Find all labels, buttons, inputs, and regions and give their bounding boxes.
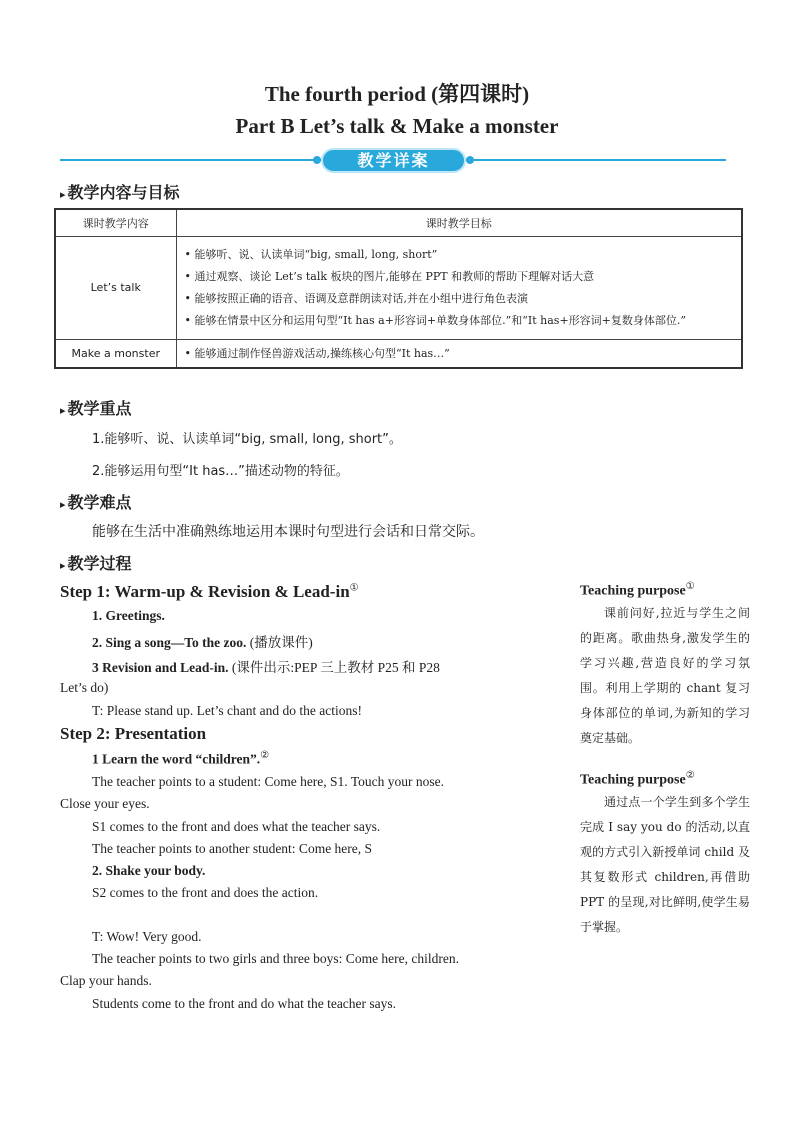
shake-body-line: 2. Shake your body.	[92, 863, 206, 878]
step-1-title: Step 1: Warm-up & Revision & Lead-in①	[60, 582, 359, 601]
goal-item: • 能够按照正确的语音、语调及意群朗读对话,并在小组中进行角色表演	[184, 291, 528, 305]
table-header-row	[55, 209, 742, 236]
goal-item: • 通过观察、谈论 Let’s talk 板块的图片,能够在 PPT 和教师的帮助下理解对话大意	[184, 269, 595, 283]
objectives-table	[54, 208, 743, 369]
lesson-title: Part B Let’s talk & Make a monster	[235, 114, 559, 138]
table-header-goals: 课时教学目标	[176, 209, 742, 236]
presentation-line: S2 comes to the front and does the action.	[92, 885, 319, 900]
footnote-marker: ①	[349, 582, 359, 594]
table-cell-content: Let’s talk	[55, 236, 176, 339]
goal-item: • 能够在情景中区分和运用句型“It has a+形容词+单数身体部位.”和“It has+形容词+复数身体部位.”	[184, 313, 686, 327]
triangle-bullet-icon: ▸	[60, 188, 66, 201]
learn-word-line: 1 Learn the word “children”.②	[92, 750, 270, 767]
teaching-purpose-text: 课前问好,拉近与学生之间的距离。歌曲热身,激发学生的学习兴趣,营造良好的学习氛围。利用上学期的 chant 复习身体部位的单词,为新知的学习奠定基础。	[580, 606, 750, 745]
teacher-line: T: Please stand up. Let’s chant and do the actions!	[92, 703, 363, 718]
greetings-line: 1. Greetings.	[92, 608, 165, 623]
triangle-bullet-icon: ▸	[60, 559, 66, 572]
presentation-line: T: Wow! Very good.	[92, 929, 202, 944]
banner-label: 教学详案	[357, 151, 430, 170]
triangle-bullet-icon: ▸	[60, 404, 66, 417]
revision-line: 3 Revision and Lead-in. (课件出示:PEP 三上教材 P25 和 P28	[92, 660, 440, 675]
banner-dot-left	[313, 156, 321, 164]
revision-line-cont: Let’s do)	[60, 680, 109, 695]
triangle-bullet-icon: ▸	[60, 498, 66, 511]
goal-item: • 能够听、说、认读单词“big, small, long, short”	[184, 247, 438, 261]
presentation-line: S1 comes to the front and does what the teacher says.	[92, 819, 381, 834]
footnote-marker: ②	[685, 770, 695, 781]
presentation-line: The teacher points to a student: Come here, S1. Touch your nose.	[92, 774, 444, 789]
presentation-line: Students come to the front and do what the teacher says.	[92, 996, 397, 1011]
table-cell-content: Make a monster	[55, 339, 176, 368]
table-header-content: 课时教学内容	[55, 209, 176, 236]
table-cell-goals	[176, 236, 742, 339]
footnote-marker: ①	[685, 581, 695, 592]
footnote-marker: ②	[260, 750, 270, 761]
presentation-line: Clap your hands.	[60, 973, 152, 988]
teaching-purpose-text: 通过点一个学生到多个学生完成 I say you do 的活动,以直观的方式引入新授单词 child 及其复数形式 children,再借助 PPT 的呈现,对比鲜明,使学生易于掌握。	[580, 795, 750, 934]
presentation-line: The teacher points to another student: Come here, S	[92, 841, 373, 856]
section-heading-key-points: ▸ 教学重点	[60, 399, 132, 418]
key-point-1: 1.能够听、说、认读单词“big, small, long, short”。	[92, 432, 402, 447]
period-title: The fourth period (第四课时)	[264, 82, 530, 106]
table-cell-goals	[176, 339, 742, 368]
teaching-purpose-title: Teaching purpose①	[580, 581, 695, 599]
presentation-line: Close your eyes.	[60, 796, 150, 811]
difficulty-text: 能够在生活中准确熟练地运用本课时句型进行会话和日常交际。	[92, 524, 484, 540]
presentation-line: The teacher points to two girls and three boys: Come here, children.	[92, 951, 460, 966]
teaching-purpose-title: Teaching purpose②	[580, 770, 695, 788]
sing-line: 2. Sing a song—To the zoo. (播放课件)	[92, 635, 313, 650]
section-heading-difficulties: ▸ 教学难点	[60, 493, 132, 512]
table-row	[55, 236, 742, 339]
goal-item: • 能够通过制作怪兽游戏活动,操练核心句型“It has…”	[184, 346, 450, 360]
banner-dot-right	[466, 156, 474, 164]
table-row	[55, 339, 742, 368]
step-2-title: Step 2: Presentation	[60, 724, 207, 743]
key-point-2: 2.能够运用句型“It has…”描述动物的特征。	[92, 464, 349, 479]
section-heading-process: ▸ 教学过程	[60, 554, 132, 573]
section-heading-content-goals: ▸ 教学内容与目标	[60, 183, 180, 202]
